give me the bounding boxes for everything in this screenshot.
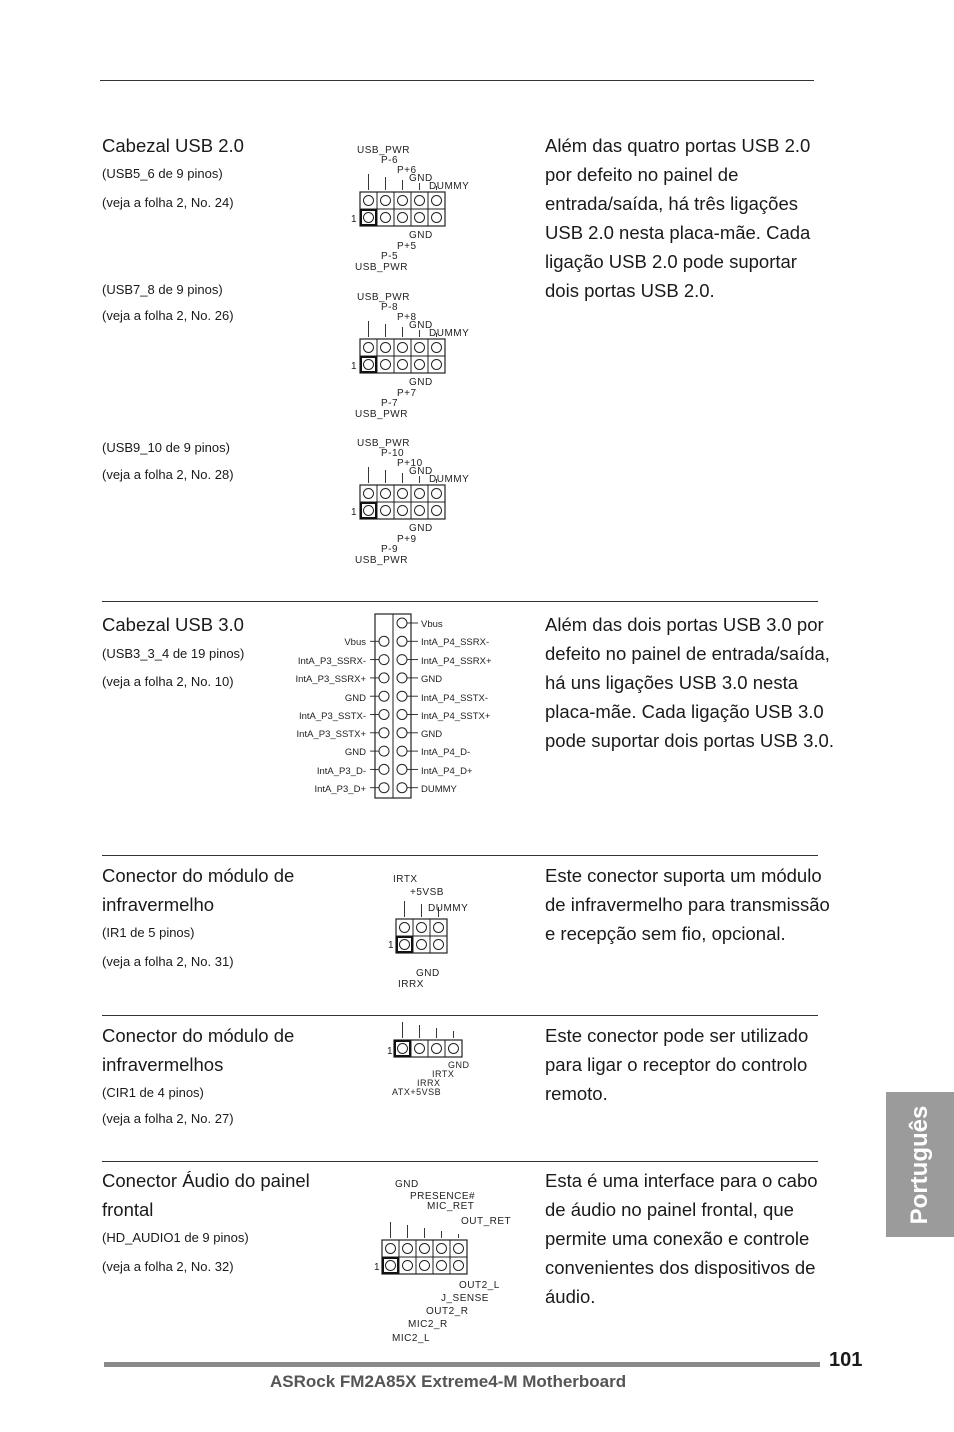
ir-pins: (IR1 de 5 pinos) [102,925,195,940]
pin-label: MIC2_L [392,1333,431,1344]
pin [397,764,407,774]
pin [397,655,407,665]
pin [397,618,407,628]
pin [397,673,407,683]
pin [415,196,425,206]
audio-pins: (HD_AUDIO1 de 9 pinos) [102,1230,249,1245]
pin [400,940,410,950]
pin [381,213,391,223]
pin [379,783,389,793]
pin [403,1244,413,1254]
usb3-right-label: IntA_P4_SSTX+ [421,711,491,722]
usb2-header-diagram-1 [340,140,480,275]
pin-label: GND [416,968,440,979]
ir-title: Conector do módulo de infravermelho [102,865,295,915]
usb2-item1-ref: (veja a folha 2, No. 24) [102,195,234,210]
pin-label: OUT_RET [461,1216,512,1227]
pin-label: J_SENSE [441,1293,489,1304]
pin-label: USB_PWR [357,438,410,449]
pin [449,1044,459,1054]
pin [403,1261,413,1271]
pin [381,360,391,370]
pin [434,923,444,933]
audio-header-diagram [370,1172,520,1347]
top-rule [100,80,814,81]
pin [432,1044,442,1054]
pin-label: IRTX [393,874,418,885]
pin [364,196,374,206]
pin [397,691,407,701]
pin-label: P+10 [397,458,423,469]
pin-label: P+9 [397,534,417,545]
ir-ref: (veja a folha 2, No. 31) [102,954,234,969]
pin-label: P-6 [381,155,399,166]
pin [432,343,442,353]
pin-label: P-8 [381,302,399,313]
cir-description: Este conector pode ser utilizado para ligar o receptor do controlo remoto. [545,1025,809,1104]
usb3-left-label: GND [344,693,366,704]
pin-one-label: 1 [387,1046,394,1057]
usb3-left-label: Vbus [344,637,366,648]
usb2-item2-ref: (veja a folha 2, No. 26) [102,308,234,323]
pin-label: P+6 [397,165,417,176]
pin-label: DUMMY [429,474,470,485]
pin [415,343,425,353]
pin [379,673,389,683]
pin [397,636,407,646]
audio-pin-grid [382,1222,467,1274]
pin-label: DUMMY [429,328,470,339]
pin [398,360,408,370]
section-divider [102,855,818,856]
footer-bar [104,1362,820,1367]
usb3-right-label: IntA_P4_D- [421,747,471,758]
pin-one-label: 1 [388,940,395,951]
pin-label: IRTX [432,1069,455,1079]
pin-one-label: 1 [351,361,358,372]
ir-header-diagram [380,868,500,993]
usb2-title: Cabezal USB 2.0 [102,135,244,156]
pin [420,1261,430,1271]
pin [398,506,408,516]
page-number: 101 [829,1349,863,1371]
pin [397,728,407,738]
pin [397,746,407,756]
usb3-right-label: DUMMY [421,784,457,795]
cir-pin-grid [394,1022,462,1057]
pin-label: USB_PWR [355,409,408,420]
usb3-left-label: IntA_P3_D- [316,766,366,777]
usb3-right-label: IntA_P4_SSRX+ [421,656,492,667]
pin-label: P+8 [397,312,417,323]
cir-pins: (CIR1 de 4 pinos) [102,1085,204,1100]
pin [437,1261,447,1271]
pin [415,213,425,223]
pin [379,746,389,756]
section-divider [102,1161,818,1162]
pin [398,1044,408,1054]
usb3-left-label: IntA_P3_SSTX+ [296,729,366,740]
pin-label: IRRX [398,979,424,990]
pin [417,940,427,950]
usb3-right-label: IntA_P4_SSTX- [421,693,489,704]
pin-label: MIC_RET [427,1201,475,1212]
pin-label: OUT2_R [426,1306,469,1317]
footer-product-name: ASRock FM2A85X Extreme4-M Motherboard [270,1372,627,1391]
pin [397,783,407,793]
pin-label: GND [409,377,433,388]
pin [379,728,389,738]
pin-one-label: 1 [374,1262,381,1273]
pin [379,691,389,701]
pin [379,636,389,646]
pin-label: ATX+5VSB [392,1087,442,1097]
usb2-item2-pins: (USB7_8 de 9 pinos) [102,282,223,297]
pin-label: GND [409,320,433,331]
pin [432,506,442,516]
usb3-left-label: GND [344,747,366,758]
pin [415,360,425,370]
language-label: Português [906,1105,933,1224]
pin [379,764,389,774]
pin [454,1261,464,1271]
pin [420,1244,430,1254]
pin-label: USB_PWR [355,555,408,566]
pin [400,923,410,933]
pin [398,489,408,499]
pin [432,489,442,499]
pin-label: PRESENCE# [410,1191,476,1202]
usb2-header-diagram-2 [340,287,480,422]
pin [381,343,391,353]
usb2-header-diagram-3 [340,433,480,568]
pin [432,196,442,206]
pin [434,940,444,950]
cir-header-diagram [380,1035,490,1105]
usb3-right-label-vbus: Vbus [421,619,443,630]
pin-label: USB_PWR [357,292,410,303]
pin-label: GND [448,1060,470,1070]
pin [398,196,408,206]
pin [381,506,391,516]
usb3-right-label: GND [421,729,443,740]
usb3-right-label: GND [421,674,443,685]
pin-label: USB_PWR [355,262,408,273]
audio-title: Conector Áudio do painel frontal [102,1170,310,1220]
usb3-ref: (veja a folha 2, No. 10) [102,674,234,689]
usb2-item3-pins: (USB9_10 de 9 pinos) [102,440,230,455]
usb2-item3-ref: (veja a folha 2, No. 28) [102,467,234,482]
cir-title: Conector do módulo de infravermelhos [102,1025,295,1075]
pin [364,489,374,499]
pin-label: GND [395,1179,419,1190]
usb3-header-diagram [270,612,520,802]
usb3-right-label: IntA_P4_SSRX- [421,637,490,648]
pin [364,343,374,353]
section-divider [102,601,818,602]
pin-label: DUMMY [429,181,470,192]
pin [381,196,391,206]
pin-label: P-5 [381,251,399,262]
pin-label: GND [409,523,433,534]
pin-label: GND [409,230,433,241]
pin-label: P-7 [381,398,399,409]
pin-label: P+7 [397,388,417,399]
pin [386,1261,396,1271]
pin-label: +5VSB [410,887,444,898]
pin [432,213,442,223]
pin [364,213,374,223]
usb3-pins: (USB3_3_4 de 19 pinos) [102,646,245,661]
pin [386,1244,396,1254]
usb2-description: Além das quatro portas USB 2.0 por defeito no painel de entrada/saída, há três ligações USB 2.0 nesta placa-mãe. Cada ligação USB 2.0 pode suportar dois portas USB 2.0. [545,135,811,301]
pin-label: GND [409,466,433,477]
pin-label: P-9 [381,544,399,555]
audio-ref: (veja a folha 2, No. 32) [102,1259,234,1274]
pin [437,1244,447,1254]
pin-label: OUT2_L [459,1280,500,1291]
pin-label: P-10 [381,448,405,459]
pin-one-label: 1 [351,214,358,225]
pin [397,710,407,720]
usb3-title: Cabezal USB 3.0 [102,614,244,635]
pin [417,923,427,933]
pin [398,343,408,353]
language-tab [886,1092,954,1237]
cir-ref: (veja a folha 2, No. 27) [102,1111,234,1126]
ir-description: Este conector suporta um módulo de infravermelho para transmissão e recepção sem fio, opcional. [545,865,830,944]
usb3-left-label: IntA_P3_SSTX- [298,711,366,722]
pin-label: IRRX [417,1078,441,1088]
usb3-right-label: IntA_P4_D+ [421,766,473,777]
pin-label: P+5 [397,241,417,252]
pin [381,489,391,499]
pin-label: USB_PWR [357,145,410,156]
usb3-left-label: IntA_P3_D+ [314,784,366,795]
pin [415,1044,425,1054]
pin-one-label: 1 [351,507,358,518]
pin [364,360,374,370]
pin [379,655,389,665]
pin [454,1244,464,1254]
pin-label: MIC2_R [408,1319,448,1330]
section-divider [102,1015,818,1016]
pin-label: DUMMY [428,903,469,914]
audio-description: Esta é uma interface para o cabo de áudio no painel frontal, que permite uma conexão e controle convenientes dos dispositivos de áudio. [545,1170,818,1307]
usb3-left-label: IntA_P3_SSRX+ [295,674,366,685]
usb3-description: Além das dois portas USB 3.0 por defeito no painel de entrada/saída, há uns ligações USB 3.0 nesta placa-mãe. Cada ligação USB 3.0 pode suportar dois portas USB 3.0. [545,614,834,751]
pin [398,213,408,223]
pin [415,506,425,516]
pin [432,360,442,370]
pin [364,506,374,516]
usb2-item1-pins: (USB5_6 de 9 pinos) [102,166,223,181]
pin [415,489,425,499]
pin [379,710,389,720]
pin-label: GND [409,173,433,184]
usb3-left-label: IntA_P3_SSRX- [297,656,366,667]
